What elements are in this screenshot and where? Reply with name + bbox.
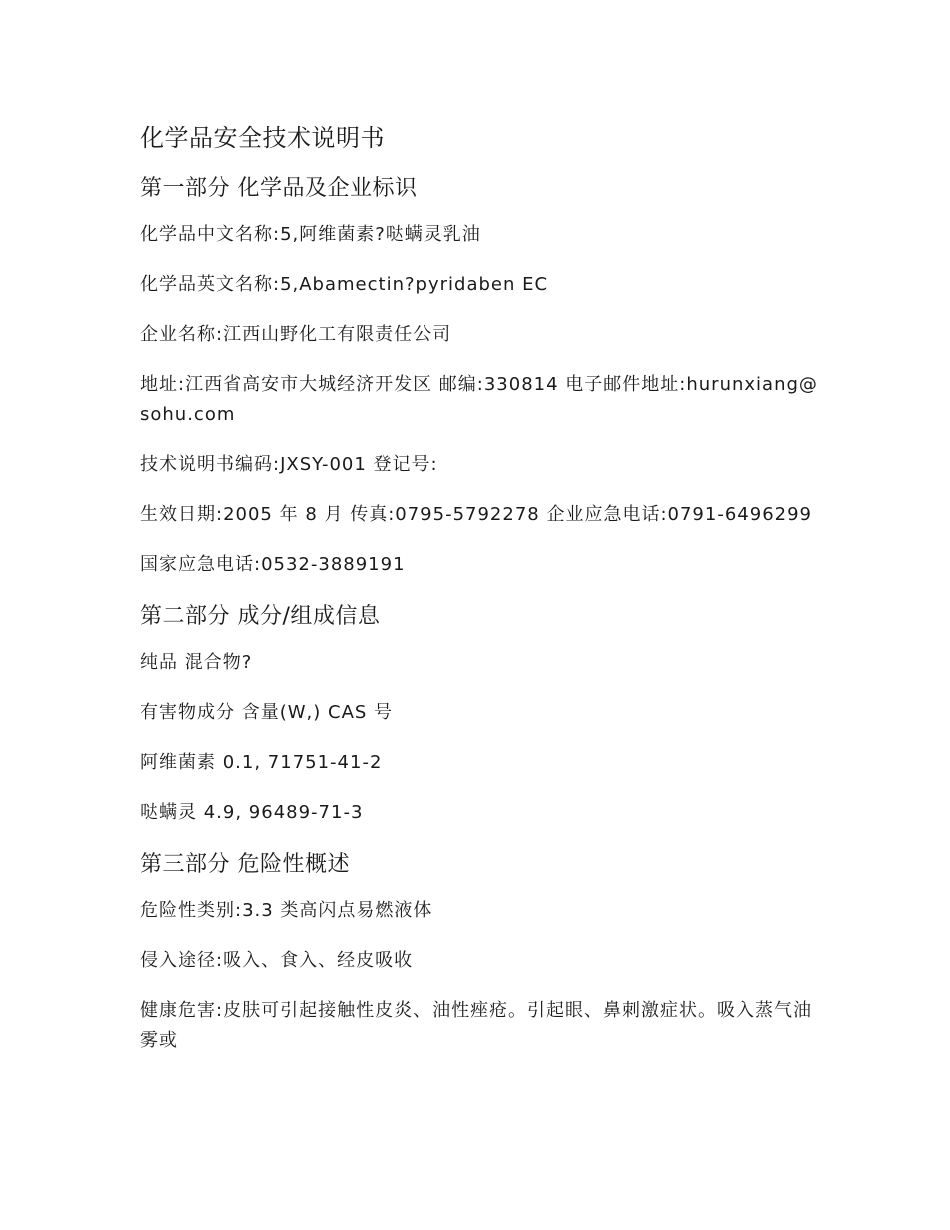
section-heading-3: 第三部分 危险性概述	[140, 852, 350, 877]
health-hazard-line: 健康危害:皮肤可引起接触性皮炎、油性痤疮。引起眼、鼻刺激症状。吸入蒸气油雾或	[140, 1000, 813, 1051]
section-heading-2: 第二部分 成分/组成信息	[140, 604, 381, 629]
purity-line: 纯品 混合物?	[140, 652, 253, 673]
chinese-name-line: 化学品中文名称:5,阿维菌素?哒螨灵乳油	[140, 224, 481, 245]
document-content	[140, 118, 820, 1076]
address-line: 地址:江西省高安市大城经济开发区 邮编:330814 电子邮件地址:hurunxiang@sohu.com	[140, 374, 818, 425]
company-name-line: 企业名称:江西山野化工有限责任公司	[140, 324, 452, 345]
composition-header-line: 有害物成分 含量(W,) CAS 号	[140, 702, 394, 723]
component-pyridaben-line: 哒螨灵 4.9, 96489-71-3	[140, 802, 364, 823]
english-name-line: 化学品英文名称:5,Abamectin?pyridaben EC	[140, 274, 549, 295]
document-title: 化学品安全技术说明书	[140, 124, 385, 152]
section-heading-1: 第一部分 化学品及企业标识	[140, 176, 418, 201]
component-abamectin-line: 阿维菌素 0.1, 71751-41-2	[140, 752, 383, 773]
national-emergency-line: 国家应急电话:0532-3889191	[140, 554, 406, 575]
effective-date-line: 生效日期:2005 年 8 月 传真:0795-5792278 企业应急电话:0791-6496299	[140, 504, 812, 525]
hazard-class-line: 危险性类别:3.3 类高闪点易燃液体	[140, 900, 433, 921]
exposure-route-line: 侵入途径:吸入、食入、经皮吸收	[140, 950, 414, 971]
spec-code-line: 技术说明书编码:JXSY-001 登记号:	[140, 454, 438, 475]
